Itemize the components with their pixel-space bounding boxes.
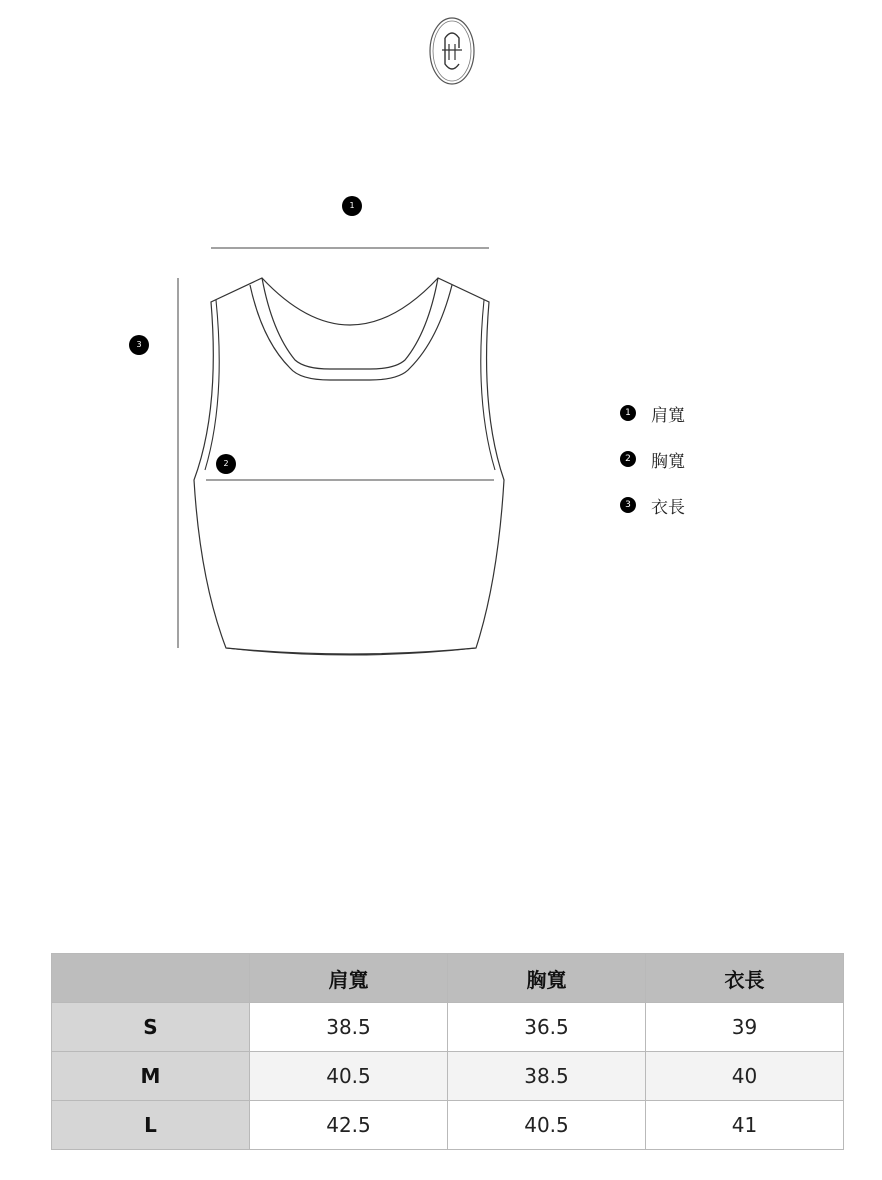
legend-item-shoulder [620, 402, 685, 424]
table-header-cell [52, 954, 250, 1003]
legend-label: 肩寬 [651, 405, 685, 426]
table-cell: 40.5 [250, 1052, 448, 1101]
length-marker: 3 [129, 335, 149, 355]
table-cell: 42.5 [250, 1101, 448, 1150]
legend-number: 1 [620, 405, 636, 421]
legend-label: 胸寬 [651, 451, 685, 472]
table-header-row [52, 954, 844, 1003]
legend-label: 衣長 [651, 497, 685, 518]
table-row [52, 1003, 844, 1052]
legend-item-length [620, 494, 685, 516]
table-header-cell: 胸寬 [448, 954, 646, 1003]
table-cell: 36.5 [448, 1003, 646, 1052]
chest-width-marker: 2 [216, 454, 236, 474]
table-row [52, 1101, 844, 1150]
size-label: S [52, 1003, 250, 1052]
table-cell: 40.5 [448, 1101, 646, 1150]
size-chart-table [51, 953, 844, 1150]
table-cell: 38.5 [448, 1052, 646, 1101]
neckline-inner [262, 278, 438, 369]
table-cell: 41 [646, 1101, 844, 1150]
table-cell: 38.5 [250, 1003, 448, 1052]
legend-number: 3 [620, 497, 636, 513]
measurement-legend [620, 402, 685, 540]
table-row [52, 1052, 844, 1101]
garment-outline [194, 278, 504, 654]
shoulder-width-marker: 1 [342, 196, 362, 216]
size-label: L [52, 1101, 250, 1150]
table-header-cell: 肩寬 [250, 954, 448, 1003]
table-cell: 40 [646, 1052, 844, 1101]
table-header-cell: 衣長 [646, 954, 844, 1003]
table-cell: 39 [646, 1003, 844, 1052]
size-label: M [52, 1052, 250, 1101]
legend-item-chest [620, 448, 685, 470]
legend-number: 2 [620, 451, 636, 467]
